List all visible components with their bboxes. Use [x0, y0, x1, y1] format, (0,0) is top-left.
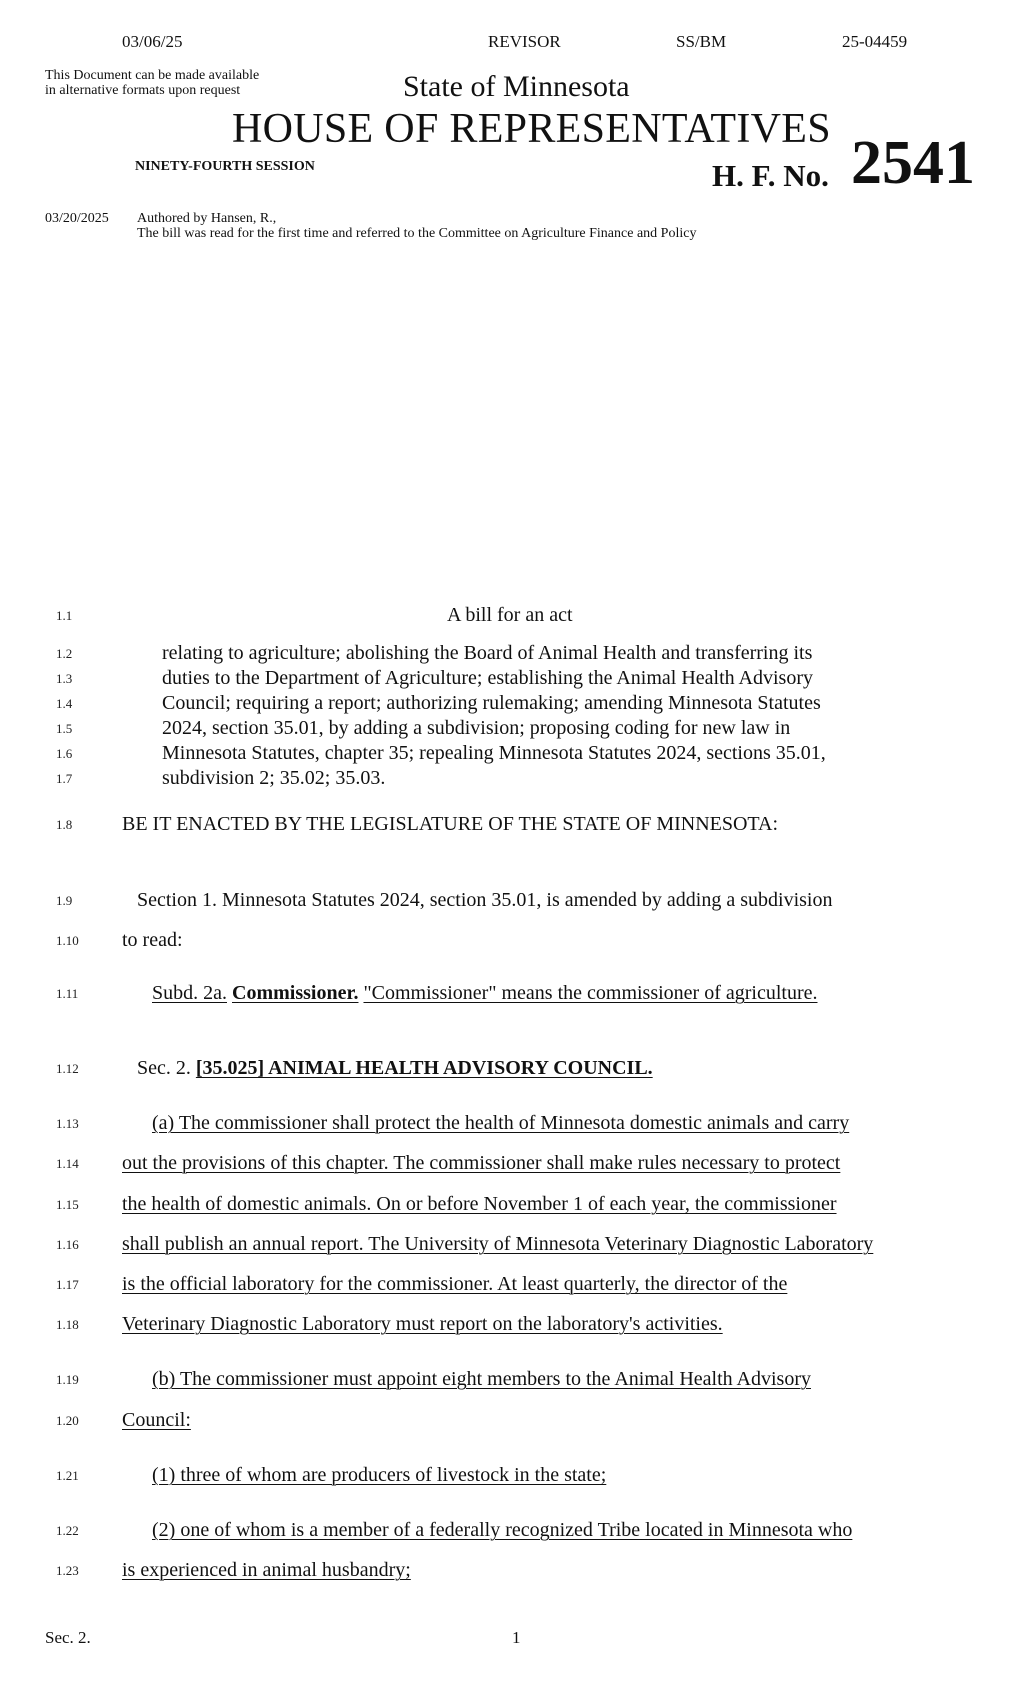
line-number: 1.22 [56, 1523, 79, 1538]
referral-line: The bill was read for the first time and referred to the Committee on Agriculture Finance and Policy [137, 226, 697, 241]
bill-line-segment: "Commissioner" means the commissioner of agriculture. [363, 982, 818, 1004]
line-number: 1.12 [56, 1061, 79, 1076]
line-number: 1.8 [56, 817, 73, 832]
bill-line-segment: A bill for an act [447, 604, 573, 626]
bill-line [122, 1193, 837, 1216]
bill-line-segment: shall publish an annual report. The University of Minnesota Veterinary Diagnostic Laboratory [122, 1233, 874, 1255]
bill-line [122, 1559, 411, 1582]
line-number: 1.19 [56, 1372, 79, 1387]
line-number: 1.4 [56, 696, 73, 711]
header-date: 03/06/25 [122, 32, 183, 51]
bill-line-segment: Sec. 2. [137, 1057, 196, 1079]
bill-line [447, 604, 573, 627]
header-doc-number: 25-04459 [842, 32, 908, 51]
bill-line [137, 1057, 653, 1080]
line-number: 1.2 [56, 646, 73, 661]
bill-line [122, 1152, 840, 1175]
bill-line-segment: relating to agriculture; abolishing the Board of Animal Health and transferring its [162, 642, 813, 664]
bill-line-segment: subdivision 2; 35.02; 35.03. [162, 767, 386, 789]
bill-line [152, 1464, 606, 1487]
line-number: 1.11 [56, 986, 79, 1001]
bill-line-segment: Commissioner. [232, 982, 359, 1004]
bill-line-segment: BE IT ENACTED BY THE LEGISLATURE OF THE STATE OF MINNESOTA: [122, 813, 779, 835]
page-number: 1 [512, 1628, 521, 1647]
line-number: 1.7 [56, 771, 73, 786]
bill-line-segment: to read: [122, 929, 183, 951]
bill-line [162, 717, 790, 740]
bill-line-segment: 2024, section 35.01, by adding a subdivision; proposing coding for new law in [162, 717, 791, 739]
line-number: 1.9 [56, 893, 73, 908]
availability-note-line-1: This Document can be made available [45, 68, 260, 83]
bill-line-segment: is experienced in animal husbandry; [122, 1559, 411, 1581]
line-number: 1.18 [56, 1317, 79, 1332]
bill-line [122, 813, 778, 836]
bill-line-segment: is the official laboratory for the commissioner. At least quarterly, the director of the [122, 1273, 788, 1295]
bill-line [122, 1313, 723, 1336]
line-number: 1.10 [56, 933, 79, 948]
bill-line [162, 667, 813, 690]
line-number: 1.6 [56, 746, 73, 761]
availability-note-line-2: in alternative formats upon request [45, 83, 241, 98]
state-title: State of Minnesota [403, 70, 630, 103]
bill-line [137, 889, 832, 912]
line-number: 1.23 [56, 1563, 79, 1578]
bill-line-segment: Subd. 2a. [152, 982, 227, 1004]
bill-line-segment: (1) three of whom are producers of livestock in the state; [152, 1464, 607, 1486]
authored-date: 03/20/2025 [45, 211, 109, 226]
bill-line-segment: the health of domestic animals. On or before November 1 of each year, the commissioner [122, 1193, 837, 1215]
line-number: 1.16 [56, 1237, 79, 1252]
bill-line-segment: Council: [122, 1409, 191, 1431]
bill-line [152, 1519, 852, 1542]
chamber-title: HOUSE OF REPRESENTATIVES [232, 106, 831, 152]
bill-line [152, 1112, 849, 1135]
line-number: 1.15 [56, 1197, 79, 1212]
bill-line-segment: duties to the Department of Agriculture; establishing the Animal Health Advisory [162, 667, 813, 689]
bill-line-segment: (a) The commissioner shall protect the health of Minnesota domestic animals and carry [152, 1112, 850, 1134]
footer-section: Sec. 2. [45, 1628, 91, 1647]
session-label: NINETY-FOURTH SESSION [135, 159, 315, 174]
bill-line [152, 982, 818, 1005]
bill-line-segment: Minnesota Statutes, chapter 35; repealing Minnesota Statutes 2024, sections 35.01, [162, 742, 826, 764]
header-office: REVISOR [488, 32, 561, 51]
header-initials: SS/BM [676, 32, 727, 51]
bill-line [162, 692, 821, 715]
line-number: 1.13 [56, 1116, 79, 1131]
hf-number: 2541 [851, 129, 975, 197]
line-number: 1.17 [56, 1277, 79, 1292]
line-number: 1.21 [56, 1468, 79, 1483]
line-number: 1.5 [56, 721, 73, 736]
bill-line [122, 1273, 787, 1296]
line-number: 1.3 [56, 671, 73, 686]
hf-label: H. F. No. [712, 158, 829, 193]
bill-line [122, 1409, 191, 1432]
bill-line [122, 929, 183, 952]
line-number: 1.14 [56, 1156, 79, 1171]
line-number: 1.1 [56, 608, 73, 623]
bill-line-segment: out the provisions of this chapter. The commissioner shall make rules necessary to protect [122, 1152, 841, 1174]
bill-line-segment: (2) one of whom is a member of a federally recognized Tribe located in Minnesota who [152, 1519, 853, 1541]
bill-line [122, 1233, 873, 1256]
bill-line-segment: [35.025] ANIMAL HEALTH ADVISORY COUNCIL. [195, 1057, 653, 1079]
author-line: Authored by Hansen, R., [137, 211, 277, 226]
bill-line-segment: Section 1. Minnesota Statutes 2024, section 35.01, is amended by adding a subdivision [137, 889, 833, 911]
bill-line-segment: Council; requiring a report; authorizing rulemaking; amending Minnesota Statutes [162, 692, 821, 714]
bill-line [162, 742, 826, 765]
bill-line [162, 767, 385, 790]
bill-line-segment: (b) The commissioner must appoint eight members to the Animal Health Advisory [152, 1368, 811, 1390]
bill-line [152, 1368, 811, 1391]
line-number: 1.20 [56, 1413, 79, 1428]
bill-line-segment: Veterinary Diagnostic Laboratory must report on the laboratory's activities. [122, 1313, 723, 1335]
bill-line [162, 642, 812, 665]
